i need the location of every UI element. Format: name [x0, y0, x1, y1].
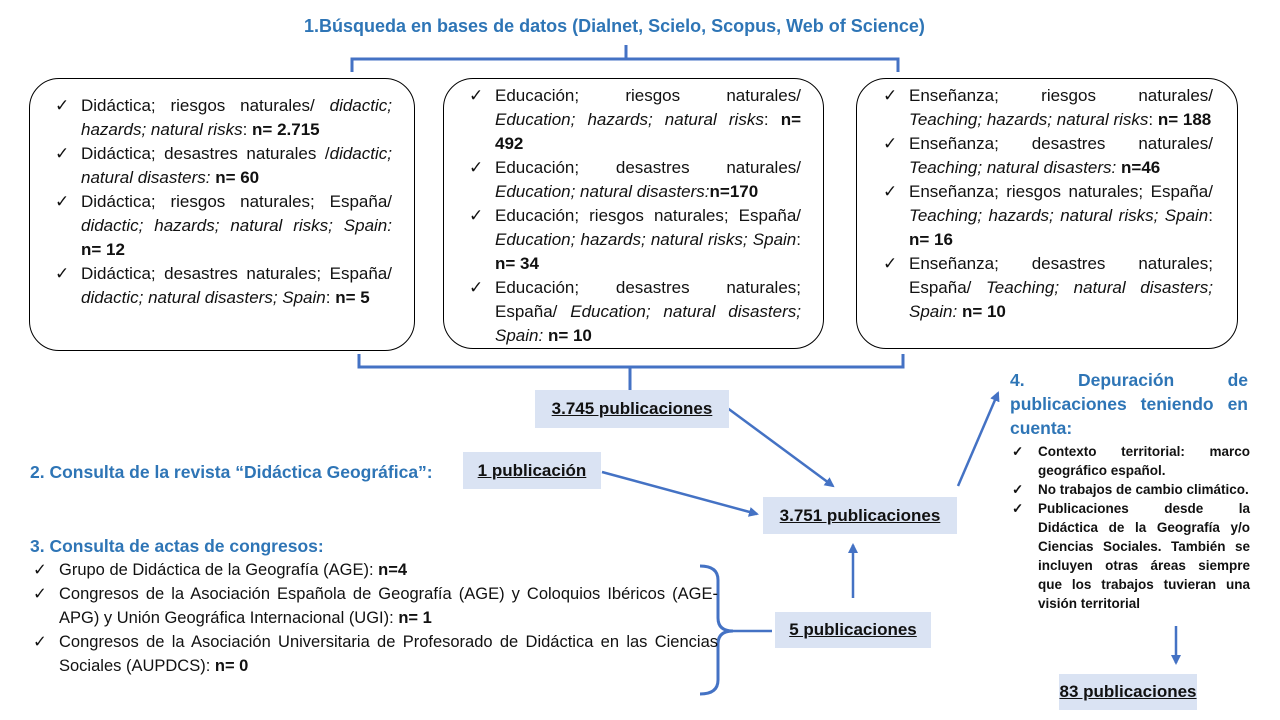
journal-result: 1 publicación	[463, 452, 601, 489]
bottom-bracket	[359, 354, 903, 367]
query-item: ✓ Enseñanza; riesgos naturales; España/ Teaching; hazards; natural risks; Spain: n= 16	[883, 182, 1213, 249]
count-label: n=170	[709, 182, 759, 201]
check-icon: ✓	[883, 182, 898, 201]
check-icon: ✓	[883, 254, 898, 273]
criteria-list	[1012, 442, 1250, 613]
query-item: ✓ Educación; desastres naturales/ Education; natural disasters:n=170	[469, 158, 801, 201]
query-item: ✓ Educación; riesgos naturales/ Education; hazards; natural risks: n= 492	[469, 86, 802, 153]
check-icon: ✓	[469, 158, 484, 177]
query-box-ensenanza	[856, 78, 1238, 349]
check-icon: ✓	[33, 585, 47, 603]
congress-item: ✓ Congresos de la Asociación Universitaria de Profesorado de Didáctica en las Ciencias Sociales (AUPDCS): n= 0	[33, 630, 718, 678]
check-icon: ✓	[469, 278, 484, 297]
final-result: 83 publicaciones	[1059, 674, 1197, 710]
check-icon: ✓	[1012, 482, 1024, 497]
check-icon: ✓	[883, 134, 898, 153]
query-list	[55, 94, 392, 310]
check-icon: ✓	[55, 144, 70, 163]
arrow-1pub-to-3751	[602, 472, 757, 514]
step1-title: 1.Búsqueda en bases de datos (Dialnet, Scielo, Scopus, Web of Science)	[304, 16, 925, 36]
query-item: ✓ Educación; desastres naturales; España/ Education; natural disasters; Spain: n= 10	[469, 278, 801, 345]
query-item: ✓ Didáctica; desastres naturales /didactic; natural disasters: n= 60	[55, 144, 392, 187]
query-item: ✓ Enseñanza; desastres naturales/ Teaching; natural disasters: n=46	[883, 134, 1213, 177]
count-label: n= 492	[495, 110, 802, 153]
count-label: n= 16	[909, 230, 953, 249]
count-label: n= 60	[215, 168, 260, 187]
step3-title: 3. Consulta de actas de congresos:	[30, 536, 324, 556]
count-label: n= 12	[81, 240, 125, 259]
count-label: n=4	[378, 561, 408, 579]
query-item: ✓ Didáctica; riesgos naturales/ didactic; hazards; natural risks: n= 2.715	[55, 96, 392, 139]
count-label: n= 188	[1157, 110, 1212, 129]
check-icon: ✓	[1012, 501, 1024, 516]
count-label: n=46	[1121, 158, 1161, 177]
count-label: n= 10	[547, 326, 592, 345]
step2-title: 2. Consulta de la revista “Didáctica Geográfica”:	[30, 462, 433, 482]
query-item: ✓ Enseñanza; riesgos naturales/ Teaching; hazards; natural risks: n= 188	[883, 86, 1213, 129]
criteria-item: ✓ Contexto territorial: marco geográfico español.	[1012, 444, 1250, 478]
check-icon: ✓	[469, 206, 484, 225]
check-icon: ✓	[55, 264, 70, 283]
check-icon: ✓	[55, 192, 70, 211]
query-item: ✓ Didáctica; desastres naturales; España/ didactic; natural disasters; Spain: n= 5	[55, 264, 392, 307]
query-item: ✓ Enseñanza; desastres naturales; España/ Teaching; natural disasters; Spain: n= 10	[883, 254, 1213, 321]
count-label: n= 1	[398, 609, 432, 627]
count-label: n= 0	[214, 657, 249, 675]
congress-item: ✓ Grupo de Didáctica de la Geografía (AGE): n=4	[33, 558, 718, 582]
step4-title: 4. Depuración de publicaciones teniendo en cuenta:	[1010, 370, 1248, 438]
query-item: ✓ Educación; riesgos naturales; España/ Education; hazards; natural risks; Spain: n= 34	[469, 206, 801, 273]
query-box-didactica	[29, 78, 415, 351]
query-box-educacion	[443, 78, 824, 349]
combined-result: 3.751 publicaciones	[763, 497, 957, 534]
arrow-3751-to-step4	[958, 393, 998, 486]
congress-list	[33, 558, 718, 678]
check-icon: ✓	[55, 96, 70, 115]
check-icon: ✓	[1012, 444, 1024, 459]
check-icon: ✓	[33, 633, 47, 651]
query-item: ✓ Didáctica; riesgos naturales; España/ didactic; hazards; natural risks; Spain: n= 12	[55, 192, 392, 259]
query-list	[469, 84, 801, 348]
congress-result: 5 publicaciones	[775, 612, 931, 648]
check-icon: ✓	[469, 86, 484, 105]
query-list	[883, 84, 1213, 324]
criteria-item: ✓ No trabajos de cambio climático.	[1012, 482, 1249, 497]
total-databases-result: 3.745 publicaciones	[535, 390, 729, 428]
congress-item: ✓ Congresos de la Asociación Española de Geografía (AGE) y Coloquios Ibéricos (AGE-APG) y Unión Geográfica Internacional (UGI): n= 1	[33, 582, 718, 630]
arrow-3745-to-3751	[726, 407, 833, 486]
top-bracket	[352, 59, 898, 72]
count-label: n= 2.715	[252, 120, 320, 139]
criteria-item: ✓ Publicaciones desde la Didáctica de la Geografía y/o Ciencias Sociales. También se incluyen otras áreas siempre que los trabajos tuvieran una visión territorial	[1012, 501, 1250, 611]
count-label: n= 5	[335, 288, 370, 307]
check-icon: ✓	[883, 86, 898, 105]
check-icon: ✓	[33, 561, 47, 579]
count-label: n= 10	[961, 302, 1006, 321]
count-label: n= 34	[495, 254, 539, 273]
